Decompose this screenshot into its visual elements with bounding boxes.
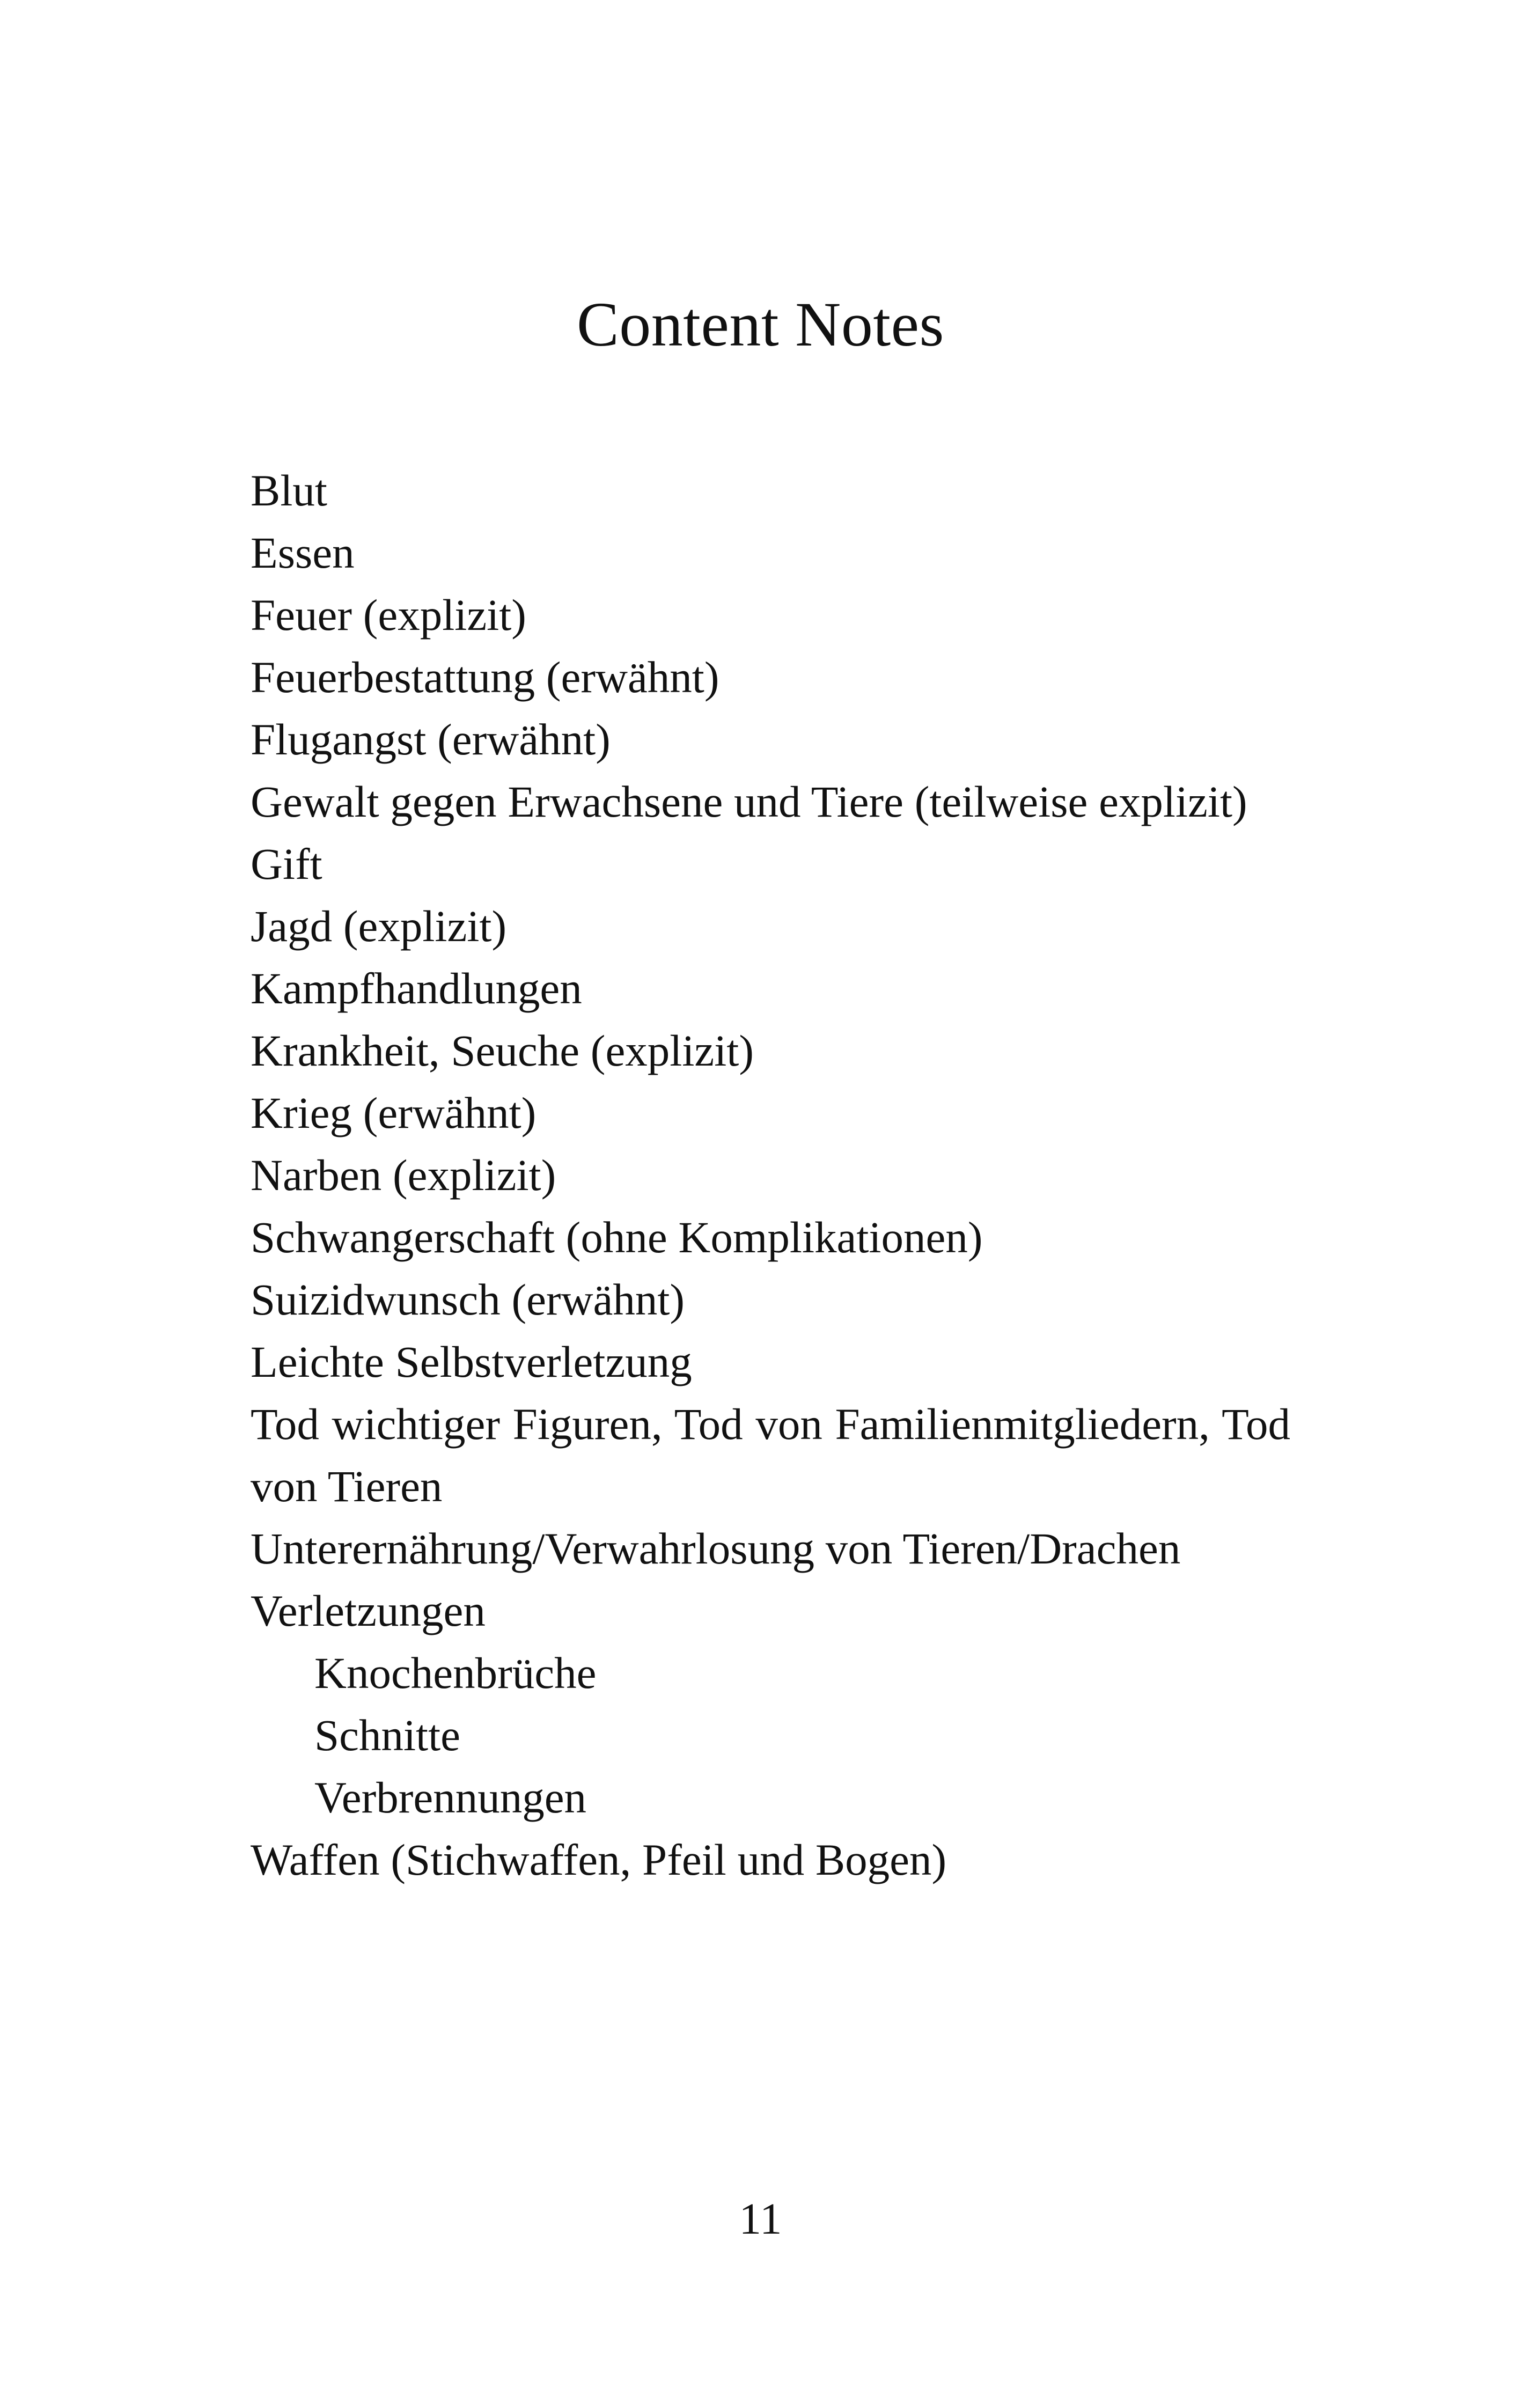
list-item: Schwangerschaft (ohne Komplikationen) <box>251 1213 983 1262</box>
page-number: 11 <box>739 2194 782 2243</box>
page-title: Content Notes <box>577 289 944 359</box>
list-item: Waffen (Stichwaffen, Pfeil und Bogen) <box>251 1835 947 1884</box>
list-item: Essen <box>251 528 355 577</box>
content-notes-list <box>251 459 1290 1891</box>
list-item: Blut <box>251 466 327 515</box>
list-item: Gift <box>251 839 322 889</box>
list-item: Feuerbestattung (erwähnt) <box>251 652 719 702</box>
list-item: Narben (explizit) <box>251 1150 556 1200</box>
list-item: Gewalt gegen Erwachsene und Tiere (teilweise explizit) <box>251 777 1247 826</box>
list-item: Leichte Selbstverletzung <box>251 1337 692 1386</box>
list-item: Kampfhandlungen <box>251 964 582 1013</box>
sub-list-item: Knochenbrüche <box>314 1648 597 1698</box>
list-item: Unterernährung/Verwahrlosung von Tieren/Drachen <box>251 1524 1181 1573</box>
sub-list-item: Schnitte <box>314 1710 461 1760</box>
list-item: Verletzungen <box>251 1586 486 1635</box>
list-item: Krankheit, Seuche (explizit) <box>251 1026 754 1075</box>
list-item: Flugangst (erwähnt) <box>251 715 611 764</box>
list-item: Feuer (explizit) <box>251 590 526 640</box>
list-item: Tod wichtiger Figuren, Tod von Familienmitgliedern, Tod von Tieren <box>251 1399 1290 1511</box>
list-item: Jagd (explizit) <box>251 901 507 951</box>
sub-list-item: Verbrennungen <box>314 1773 587 1822</box>
list-item: Krieg (erwähnt) <box>251 1088 537 1137</box>
list-item: Suizidwunsch (erwähnt) <box>251 1275 685 1324</box>
